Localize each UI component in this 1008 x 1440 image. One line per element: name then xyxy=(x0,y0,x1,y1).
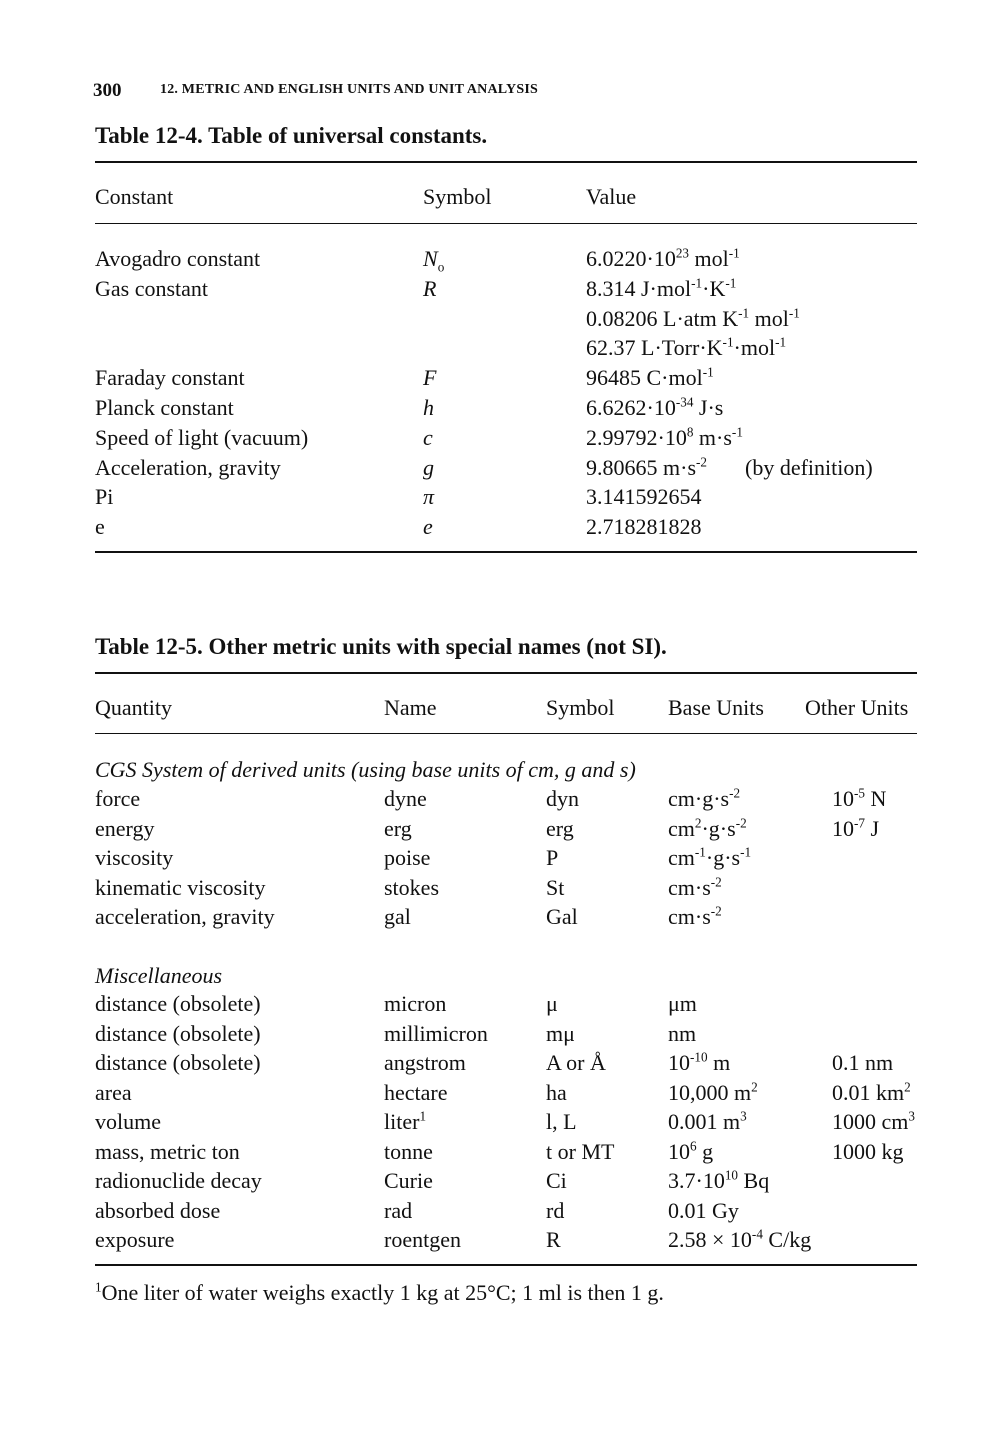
base-units-exponent: 3 xyxy=(740,1108,747,1124)
other-units-text: 1000 cm xyxy=(832,1109,909,1134)
other-units-exponent: 2 xyxy=(904,1079,911,1095)
quantity-cell: area xyxy=(95,1079,132,1105)
table-12-5-top-rule xyxy=(95,672,917,674)
footnote xyxy=(95,1280,664,1306)
other-units-text: J xyxy=(865,815,880,841)
quantity-cell: force xyxy=(95,786,141,811)
unit-symbol-cell: ha xyxy=(546,1079,567,1105)
constant-name: Pi xyxy=(95,484,114,510)
symbol-letter: c xyxy=(423,424,433,450)
unit-symbol-cell: A or Å xyxy=(546,1050,606,1075)
base-units-text: Bq xyxy=(738,1168,770,1193)
symbol-letter: e xyxy=(423,514,433,540)
base-units-exponent: -4 xyxy=(751,1226,763,1242)
value-text: 6.6262·10 xyxy=(586,395,676,420)
unit-name-cell xyxy=(384,786,427,812)
unit-name-cell xyxy=(384,1139,433,1165)
constant-value xyxy=(586,395,723,421)
unit-name-text: roentgen xyxy=(384,1227,461,1252)
base-units-cell xyxy=(668,1198,739,1224)
value-text: mol xyxy=(749,305,789,331)
value-text: J·s xyxy=(693,395,724,420)
constant-value xyxy=(586,246,740,272)
quantity-cell: kinematic viscosity xyxy=(95,874,266,900)
unit-name-cell xyxy=(384,991,446,1017)
constant-symbol xyxy=(423,246,445,275)
unit-name-text: rad xyxy=(384,1197,413,1223)
constant-symbol xyxy=(423,425,433,451)
base-units-text: cm·s xyxy=(668,874,711,900)
base-units-cell xyxy=(668,875,722,901)
base-units-cell xyxy=(668,845,751,871)
column-header-base-units: Base Units xyxy=(668,695,764,720)
page-number: 300 xyxy=(93,80,122,101)
base-units-text: ·g·s xyxy=(705,845,741,870)
constant-name: Gas constant xyxy=(95,275,209,301)
base-units-cell xyxy=(668,1168,769,1194)
column-header-value: Value xyxy=(586,184,637,209)
base-units-text: nm xyxy=(668,1020,697,1046)
base-units-exponent: 2 xyxy=(751,1079,758,1095)
unit-name-cell xyxy=(384,1168,433,1194)
base-units-cell xyxy=(668,1021,696,1047)
other-units-text: 0.01 km xyxy=(832,1079,905,1105)
value-exponent: 23 xyxy=(675,245,690,261)
other-units-exponent: -7 xyxy=(854,815,865,831)
other-units-text: 1000 kg xyxy=(832,1138,904,1164)
value-text: 2.718281828 xyxy=(586,514,702,540)
unit-symbol-cell: erg xyxy=(546,815,574,841)
unit-name-text: erg xyxy=(384,815,412,841)
unit-name-text: millimicron xyxy=(384,1020,488,1046)
constant-value xyxy=(586,276,736,302)
value-exponent: -1 xyxy=(722,335,734,351)
value-text: 3.141592654 xyxy=(586,484,702,510)
base-units-cell xyxy=(668,1080,758,1106)
constant-symbol xyxy=(423,276,436,302)
constant-symbol xyxy=(423,484,434,510)
constant-symbol xyxy=(423,365,436,391)
unit-symbol-cell: t or MT xyxy=(546,1138,615,1164)
other-units-text: 10 xyxy=(832,786,854,811)
unit-name-cell xyxy=(384,1109,426,1135)
column-header-constant: Constant xyxy=(95,184,174,209)
unit-symbol-cell: l, L xyxy=(546,1109,577,1134)
value-exponent: -1 xyxy=(725,275,737,291)
value-exponent: -1 xyxy=(775,335,787,351)
other-units-exponent: -5 xyxy=(854,785,865,801)
symbol-letter: N xyxy=(423,246,438,271)
unit-name-cell xyxy=(384,1050,466,1076)
value-text: 9.80665 m·s xyxy=(586,454,696,480)
base-units-cell xyxy=(668,904,722,930)
unit-symbol-cell: Ci xyxy=(546,1168,567,1193)
base-units-text: cm·g·s xyxy=(668,786,730,811)
unit-name-text: poise xyxy=(384,845,431,870)
unit-symbol-cell: mμ xyxy=(546,1020,575,1046)
other-units-cell xyxy=(832,786,886,812)
value-exponent: -2 xyxy=(696,454,707,470)
symbol-subscript: o xyxy=(437,259,445,275)
unit-name-text: dyne xyxy=(384,786,427,811)
quantity-cell: viscosity xyxy=(95,845,174,870)
unit-name-text: stokes xyxy=(384,874,439,900)
unit-name-cell xyxy=(384,1227,461,1253)
base-units-exponent: -1 xyxy=(740,844,752,860)
quantity-cell: absorbed dose xyxy=(95,1197,221,1223)
other-units-text: 0.1 nm xyxy=(832,1050,894,1075)
base-units-text: 10 xyxy=(668,1050,690,1075)
base-units-exponent: 2 xyxy=(694,815,702,831)
column-header-other-units: Other Units xyxy=(805,695,909,720)
value-exponent: -1 xyxy=(738,305,750,321)
base-units-exponent: 10 xyxy=(724,1167,739,1183)
base-units-text: 10 xyxy=(668,1138,690,1164)
quantity-cell: distance (obsolete) xyxy=(95,991,261,1016)
section-heading-miscellaneous: Miscellaneous xyxy=(95,963,223,988)
unit-name-cell xyxy=(384,845,430,871)
symbol-letter: g xyxy=(423,454,434,480)
value-text: 6.0220·10 xyxy=(586,246,676,271)
constant-note: (by definition) xyxy=(745,454,873,480)
table-12-4-title: Table 12-4. Table of universal constants. xyxy=(95,123,488,148)
base-units-text: m xyxy=(707,1050,731,1075)
base-units-cell xyxy=(668,786,740,812)
unit-name-cell xyxy=(384,1021,488,1047)
constant-symbol xyxy=(423,514,433,540)
constant-symbol xyxy=(423,395,434,421)
unit-name-cell xyxy=(384,1080,448,1106)
value-exponent: -34 xyxy=(675,394,694,410)
constant-name: Acceleration, gravity xyxy=(95,454,281,480)
quantity-cell: mass, metric ton xyxy=(95,1138,240,1164)
base-units-cell xyxy=(668,1139,713,1165)
base-units-exponent: 6 xyxy=(690,1138,697,1154)
unit-name-text: micron xyxy=(384,991,447,1016)
value-text: 62.37 L·Torr·K xyxy=(586,335,723,361)
unit-symbol-cell: Gal xyxy=(546,904,578,929)
table-12-5-bottom-rule xyxy=(95,1264,917,1266)
base-units-text: μm xyxy=(668,991,697,1016)
base-units-text: 2.58 × 10 xyxy=(668,1227,752,1252)
column-header-quantity: Quantity xyxy=(95,695,172,720)
value-text: ·mol xyxy=(733,335,776,361)
table-12-5-title: Table 12-5. Other metric units with special names (not SI). xyxy=(95,634,667,659)
table-12-5-header-rule xyxy=(95,733,917,734)
value-exponent: -1 xyxy=(731,424,743,440)
base-units-text: cm·s xyxy=(668,904,711,929)
table-12-4-top-rule xyxy=(95,161,917,163)
quantity-cell: energy xyxy=(95,815,155,841)
base-units-text: cm xyxy=(668,845,695,870)
unit-name-text: liter xyxy=(384,1109,420,1134)
base-units-cell xyxy=(668,1050,730,1076)
value-text: 96485 C·mol xyxy=(586,365,703,391)
constant-value xyxy=(586,455,707,481)
quantity-cell: volume xyxy=(95,1109,161,1134)
unit-symbol-cell: P xyxy=(546,845,559,870)
constant-value xyxy=(586,365,714,391)
unit-name-cell xyxy=(384,875,439,901)
unit-symbol-cell: R xyxy=(546,1227,561,1252)
value-exponent: 8 xyxy=(686,424,694,440)
column-header-symbol: Symbol xyxy=(423,184,492,209)
base-units-exponent: -2 xyxy=(710,903,722,919)
unit-name-text: gal xyxy=(384,904,411,929)
unit-name-cell xyxy=(384,816,412,842)
base-units-exponent: -10 xyxy=(690,1049,708,1065)
quantity-cell: acceleration, gravity xyxy=(95,904,275,929)
base-units-text: cm xyxy=(668,815,695,841)
other-units-cell xyxy=(832,1109,915,1135)
other-units-cell xyxy=(832,1050,893,1076)
table-12-4-header-rule xyxy=(95,223,917,224)
constant-name: Avogadro constant xyxy=(95,246,261,271)
quantity-cell: distance (obsolete) xyxy=(95,1020,261,1046)
base-units-cell xyxy=(668,1109,747,1135)
unit-name-text: hectare xyxy=(384,1079,448,1105)
unit-name-cell xyxy=(384,1198,412,1224)
value-text: ·K xyxy=(702,275,726,301)
running-header: 12. METRIC AND ENGLISH UNITS AND UNIT ANALYSIS xyxy=(160,82,538,97)
constant-value xyxy=(586,335,786,361)
other-units-cell xyxy=(832,1080,911,1106)
table-12-4-bottom-rule xyxy=(95,551,917,553)
unit-name-text: tonne xyxy=(384,1138,433,1164)
unit-name-text: angstrom xyxy=(384,1050,466,1075)
symbol-letter: R xyxy=(423,275,437,301)
constant-value xyxy=(586,484,702,510)
value-exponent: -1 xyxy=(691,275,703,291)
base-units-text: C/kg xyxy=(762,1227,812,1252)
other-units-cell xyxy=(832,816,879,842)
base-units-exponent: -2 xyxy=(735,815,747,831)
quantity-cell: distance (obsolete) xyxy=(95,1050,261,1075)
constant-symbol xyxy=(423,455,434,481)
footnote-text: One liter of water weighs exactly 1 kg at 25°C; 1 ml is then 1 g. xyxy=(101,1280,664,1305)
constant-name: Faraday constant xyxy=(95,365,245,391)
other-units-cell xyxy=(832,1139,904,1165)
base-units-text: g xyxy=(696,1138,714,1164)
base-units-text: 0.01 Gy xyxy=(668,1197,739,1223)
constant-name: e xyxy=(95,514,105,540)
footnote-reference: 1 xyxy=(419,1108,427,1124)
other-units-text: 10 xyxy=(832,815,854,841)
value-text: 0.08206 L·atm K xyxy=(586,305,739,331)
value-exponent: -1 xyxy=(702,364,714,380)
value-text: m·s xyxy=(693,424,732,450)
value-text: 2.99792·10 xyxy=(586,424,687,450)
base-units-text: 0.001 m xyxy=(668,1109,741,1134)
value-exponent: -1 xyxy=(788,305,800,321)
quantity-cell: exposure xyxy=(95,1227,175,1252)
unit-symbol-cell: dyn xyxy=(546,786,579,811)
symbol-letter: π xyxy=(423,484,435,510)
unit-symbol-cell: St xyxy=(546,874,565,900)
base-units-cell xyxy=(668,1227,811,1253)
column-header-name: Name xyxy=(384,695,437,720)
unit-name-text: Curie xyxy=(384,1168,433,1193)
unit-symbol-cell: rd xyxy=(546,1197,565,1223)
value-text: mol xyxy=(689,246,729,271)
base-units-cell xyxy=(668,991,697,1017)
constant-value xyxy=(586,306,800,332)
base-units-text: 10,000 m xyxy=(668,1079,752,1105)
constant-value xyxy=(586,425,743,451)
constant-name: Speed of light (vacuum) xyxy=(95,424,309,450)
base-units-exponent: -2 xyxy=(729,785,741,801)
base-units-cell xyxy=(668,816,747,842)
constant-value xyxy=(586,514,702,540)
base-units-text: ·g·s xyxy=(701,815,736,841)
symbol-letter: h xyxy=(423,395,434,420)
section-heading-cgs: CGS System of derived units (using base units of cm, g and s) xyxy=(95,757,636,782)
constant-name: Planck constant xyxy=(95,395,234,420)
quantity-cell: radionuclide decay xyxy=(95,1168,262,1193)
unit-symbol-cell: μ xyxy=(546,991,558,1016)
base-units-text: 3.7·10 xyxy=(668,1168,725,1193)
base-units-exponent: -1 xyxy=(694,844,706,860)
value-exponent: -1 xyxy=(728,245,740,261)
other-units-exponent: 3 xyxy=(908,1108,915,1124)
unit-name-cell xyxy=(384,904,411,930)
value-text: 8.314 J·mol xyxy=(586,275,692,301)
symbol-letter: F xyxy=(423,365,437,391)
footnote-mark: 1 xyxy=(95,1279,102,1295)
column-header-symbol: Symbol xyxy=(546,695,615,720)
other-units-text: N xyxy=(865,786,887,811)
base-units-exponent: -2 xyxy=(710,874,722,890)
